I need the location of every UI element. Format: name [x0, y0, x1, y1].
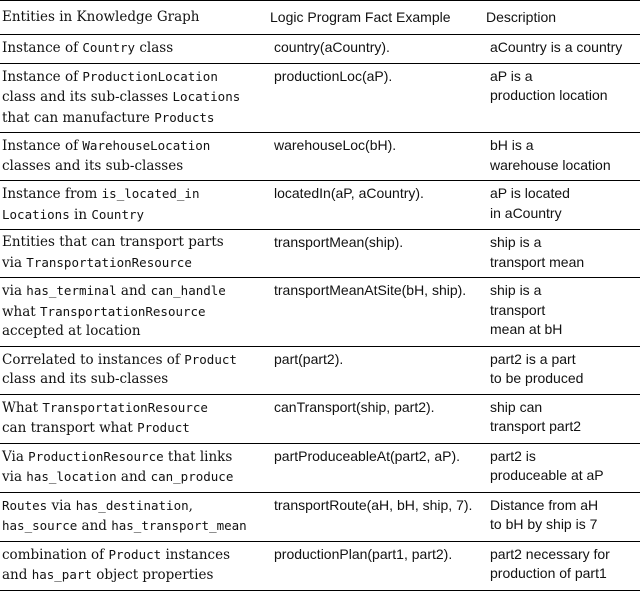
fact-cell	[268, 541, 484, 590]
description-line: production of part1	[490, 565, 607, 581]
fact-text: partProduceableAt(part2, aP).	[274, 447, 460, 464]
entity-text: and	[116, 283, 151, 299]
description-line: aP is a	[490, 67, 533, 84]
entity-text: instances	[161, 546, 231, 563]
description-line: bH is a	[490, 137, 534, 153]
description-line: produceable at aP	[490, 467, 604, 483]
class-name: Country	[91, 206, 145, 222]
table-row	[0, 443, 640, 492]
entity-line	[2, 281, 268, 302]
class-name: Products	[154, 109, 215, 125]
entity-text: and	[116, 469, 151, 485]
class-name: has_destination	[75, 497, 189, 513]
class-name: Product	[137, 420, 190, 435]
entity-cell	[0, 394, 268, 443]
entity-line	[2, 565, 268, 586]
description-cell	[484, 394, 640, 443]
entity-line	[2, 205, 268, 226]
entity-text: object properties	[91, 567, 214, 583]
entity-line	[2, 496, 268, 517]
class-name: is_located_in	[101, 186, 200, 201]
description-line: aCountry is a country	[490, 39, 623, 55]
entity-text: Instance of	[2, 68, 83, 85]
class-name: has_location	[26, 469, 117, 484]
class-name: WarehouseLocation	[82, 138, 211, 153]
entity-text: Entities that can transport parts	[2, 234, 224, 250]
description-cell	[484, 443, 640, 492]
entity-text: via	[47, 497, 76, 514]
entity-line	[2, 253, 268, 274]
entity-text: What	[2, 399, 43, 416]
description-line: transport part2	[490, 418, 582, 434]
entity-text: ,	[188, 497, 193, 514]
class-name: has_source	[2, 518, 78, 533]
entity-line	[2, 467, 268, 488]
description-line: production location	[490, 87, 608, 103]
description-line: to be produced	[490, 370, 584, 386]
description-line: in aCountry	[490, 204, 562, 221]
header-fact-example: Logic Program Fact Example	[268, 1, 484, 35]
entity-line	[2, 233, 268, 253]
fact-text: transportRoute(aH, bH, ship, 7).	[274, 496, 473, 513]
entity-line	[2, 157, 268, 177]
description-line: warehouse location	[490, 156, 611, 173]
fact-cell	[268, 492, 484, 541]
class-name: Locations	[172, 89, 241, 104]
entity-line	[2, 108, 268, 129]
table-row	[0, 133, 640, 181]
description-line: Distance from aH	[490, 496, 599, 513]
fact-cell	[268, 443, 484, 492]
description-cell	[484, 133, 640, 181]
class-name: ProductionLocation	[82, 68, 218, 84]
fact-cell	[268, 230, 484, 278]
fact-text: country(aCountry).	[274, 39, 390, 55]
fact-text: canTransport(ship, part2).	[274, 398, 435, 415]
entity-text: in	[69, 206, 92, 223]
entity-text: Instance from	[2, 186, 102, 202]
class-name: has_terminal	[26, 283, 117, 298]
fact-cell	[268, 278, 484, 347]
entity-line	[2, 350, 268, 371]
fact-cell	[268, 35, 484, 64]
entity-cell	[0, 492, 268, 541]
entity-text: and	[77, 518, 112, 534]
description-cell	[484, 35, 640, 64]
description-line: ship can	[490, 398, 543, 415]
description-line: to bH by ship is 7	[490, 516, 598, 532]
description-line: ship is a	[490, 234, 542, 250]
fact-cell	[268, 63, 484, 133]
entity-text: via	[2, 283, 27, 299]
description-line: transport mean	[490, 253, 585, 270]
class-name: has_transport_mean	[111, 518, 247, 533]
table-row	[0, 35, 640, 64]
entity-cell	[0, 181, 268, 230]
entity-text: via	[2, 469, 27, 485]
header-row	[0, 1, 640, 35]
table-row	[0, 394, 640, 443]
entity-line	[2, 302, 268, 323]
entity-cell	[0, 230, 268, 278]
entity-cell	[0, 133, 268, 181]
entity-line	[2, 418, 268, 439]
entity-cell	[0, 443, 268, 492]
description-cell	[484, 278, 640, 347]
entity-line	[2, 322, 268, 342]
entity-line	[2, 67, 268, 88]
description-cell	[484, 492, 640, 541]
entity-text: Via	[2, 448, 29, 465]
entity-line	[2, 516, 268, 537]
table-body	[0, 35, 640, 591]
description-cell	[484, 230, 640, 278]
class-name: Country	[82, 40, 136, 55]
entity-text: class and its sub-classes	[2, 371, 169, 387]
class-name: ProductionResource	[28, 448, 164, 464]
description-line: part2 necessary for	[490, 545, 610, 562]
entity-text: via	[2, 254, 27, 271]
class-name: Routes	[2, 497, 48, 513]
fact-cell	[268, 394, 484, 443]
class-name: TransportationResource	[40, 303, 206, 319]
description-line: mean at bH	[490, 321, 563, 337]
entity-text: that can manufacture	[2, 109, 155, 126]
table-header	[0, 1, 640, 35]
description-line: transport	[490, 301, 546, 318]
entity-text: Instance of	[2, 138, 83, 154]
table-row	[0, 492, 640, 541]
entity-cell	[0, 63, 268, 133]
entity-text: accepted at location	[2, 323, 141, 339]
entity-text: Instance of	[2, 40, 83, 56]
entity-text: can transport what	[2, 420, 138, 436]
class-name: TransportationResource	[42, 399, 208, 415]
entity-line	[2, 370, 268, 390]
entity-line	[2, 184, 268, 205]
fact-text: warehouseLoc(bH).	[274, 137, 397, 153]
entity-text: classes and its sub-classes	[2, 157, 184, 174]
entity-line	[2, 136, 268, 157]
entity-line	[2, 545, 268, 566]
table-row	[0, 230, 640, 278]
class-name: Locations	[2, 206, 70, 222]
description-line: part2 is a part	[490, 350, 576, 367]
table-row	[0, 541, 640, 590]
class-name: TransportationResource	[26, 254, 192, 270]
table-row	[0, 346, 640, 394]
fact-text: productionPlan(part1, part2).	[274, 545, 453, 562]
entity-text: combination of	[2, 546, 109, 563]
fact-text: productionLoc(aP).	[274, 67, 393, 84]
header-description: Description	[484, 1, 640, 35]
entity-line	[2, 38, 268, 59]
description-cell	[484, 541, 640, 590]
entity-line	[2, 87, 268, 108]
fact-cell	[268, 346, 484, 394]
header-entities: Entities in Knowledge Graph	[0, 1, 268, 35]
entity-cell	[0, 541, 268, 590]
class-name: has_part	[31, 567, 92, 582]
description-line: aP is located	[490, 185, 570, 201]
description-cell	[484, 346, 640, 394]
entity-text: and	[2, 567, 32, 583]
entity-text: that links	[163, 448, 233, 465]
fact-text: transportMeanAtSite(bH, ship).	[274, 282, 467, 298]
entity-text: class and its sub-classes	[2, 89, 173, 105]
entity-text: class	[135, 40, 174, 56]
fact-text: locatedIn(aP, aCountry).	[274, 185, 424, 201]
table-row	[0, 278, 640, 347]
entity-line	[2, 447, 268, 468]
fact-text: part(part2).	[274, 350, 344, 367]
description-line: ship is a	[490, 282, 542, 298]
description-line: part2 is	[490, 447, 536, 464]
entity-line	[2, 398, 268, 419]
table-row	[0, 181, 640, 230]
fact-cell	[268, 133, 484, 181]
entity-cell	[0, 35, 268, 64]
class-name: Product	[184, 351, 237, 367]
entity-text: what	[2, 303, 41, 320]
entity-text: Correlated to instances of	[2, 351, 185, 368]
class-name: can_produce	[150, 469, 234, 484]
class-name: can_handle	[150, 283, 226, 298]
fact-cell	[268, 181, 484, 230]
table-row	[0, 63, 640, 133]
description-cell	[484, 63, 640, 133]
entity-cell	[0, 346, 268, 394]
class-name: Product	[108, 546, 162, 562]
entity-cell	[0, 278, 268, 347]
description-cell	[484, 181, 640, 230]
fact-text: transportMean(ship).	[274, 234, 404, 250]
